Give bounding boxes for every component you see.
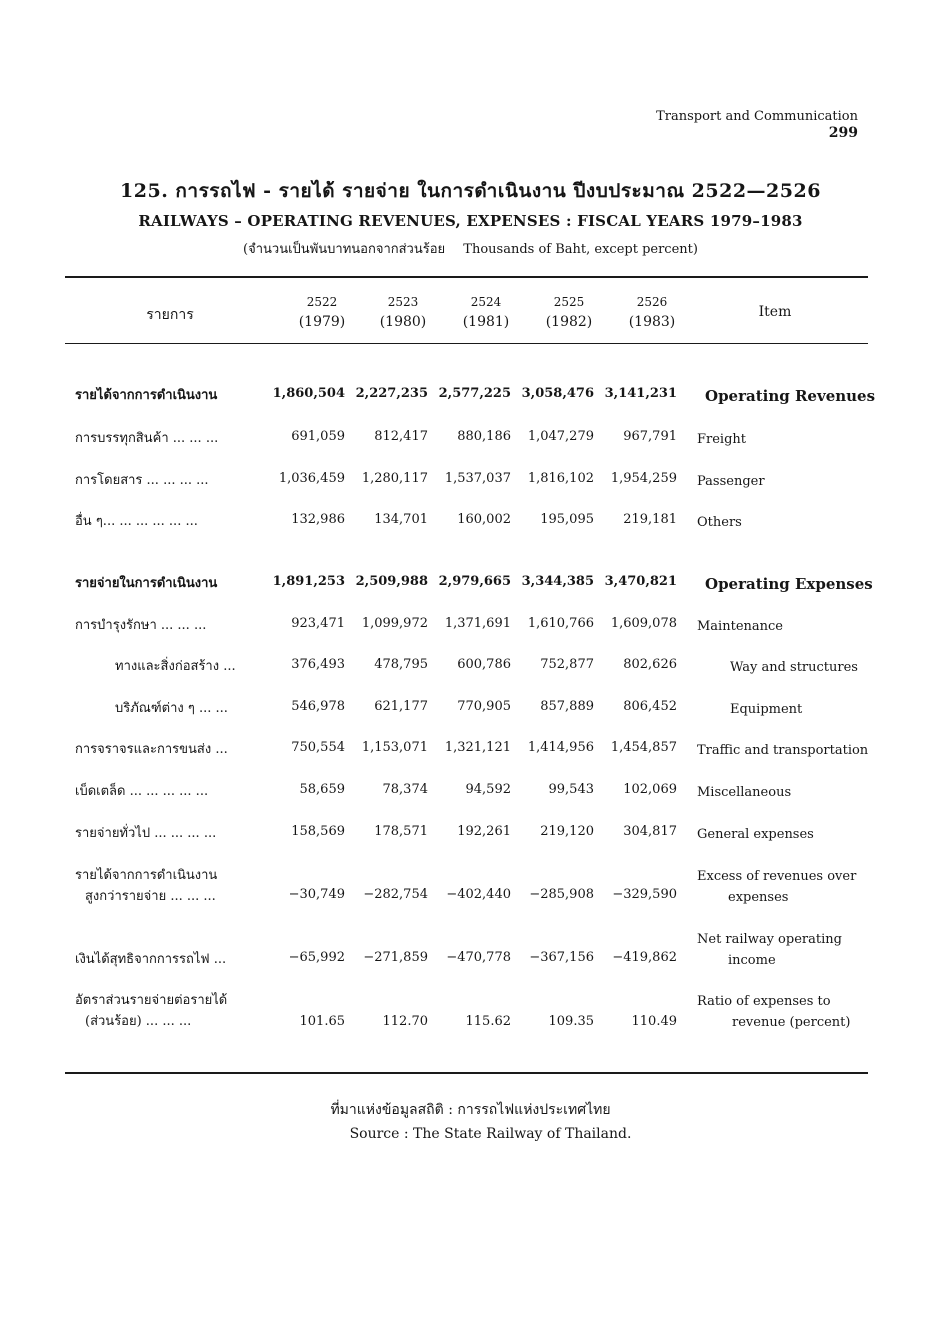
- running-head: [656, 108, 858, 142]
- cell-1982: 99,543: [548, 782, 594, 797]
- cell-1983: 1,609,078: [610, 616, 677, 631]
- cell-1979: −65,992: [288, 950, 345, 965]
- cell-1983: 1,454,857: [610, 740, 677, 755]
- cell-1981: 2,577,225: [438, 386, 511, 401]
- cell-1982: 752,877: [540, 657, 594, 672]
- cell-1981: 1,537,037: [444, 471, 511, 486]
- cell-1979: 58,659: [299, 782, 345, 797]
- cell-1982: 219,120: [540, 824, 594, 839]
- cell-1983: 802,626: [623, 657, 677, 672]
- cell-1982: −367,156: [529, 950, 594, 965]
- cell-1979: 923,471: [291, 616, 345, 631]
- column-header-year-4: [529, 292, 609, 332]
- cell-1982: 3,344,385: [521, 574, 594, 589]
- cell-1981: 880,186: [457, 429, 511, 444]
- year-ad: (1982): [545, 314, 593, 330]
- cell-1983: 219,181: [623, 512, 677, 527]
- row-label-thai: บริภัณฑ์ต่าง ๆ ... ...: [115, 701, 228, 716]
- row-label-thai: ทางและสิ่งก่อสร้าง ...: [115, 659, 236, 674]
- row-label-thai: การจราจรและการขนส่ง ...: [75, 742, 228, 757]
- cell-1983: 967,791: [623, 429, 677, 444]
- cell-1982: 1,414,956: [527, 740, 594, 755]
- cell-1980: 134,701: [374, 512, 428, 527]
- cell-1980: 112.70: [382, 1014, 428, 1029]
- column-header-item-english: Item: [758, 304, 792, 320]
- row-label-thai: รายได้จากการดำเนินงาน: [75, 388, 218, 403]
- row-label-thai: การโดยสาร ... ... ... ...: [75, 473, 209, 488]
- cell-1980: −282,754: [363, 887, 428, 902]
- year-be: 2522: [306, 295, 338, 309]
- row-label-thai: รายจ่ายทั่วไป ... ... ... ...: [75, 826, 217, 841]
- table-title-thai: 125. การรถไฟ - รายได้ รายจ่าย ในการดำเนินงาน ปีงบประมาณ 2522—2526: [120, 180, 821, 202]
- row-label-english: Maintenance: [697, 619, 783, 634]
- units-note: [0, 238, 941, 259]
- cell-1983: 3,141,231: [604, 386, 677, 401]
- cell-1980: 621,177: [374, 699, 428, 714]
- source-note: [0, 1098, 941, 1146]
- row-label-thai-line-1: อัตราส่วนรายจ่ายต่อรายได้: [75, 993, 228, 1008]
- source-note-english: Source : The State Railway of Thailand.: [349, 1126, 632, 1142]
- row-label-thai: อื่น ๆ... ... ... ... ... ...: [75, 514, 198, 529]
- cell-1983: −329,590: [612, 887, 677, 902]
- row-label-thai-line-2: (ส่วนร้อย) ... ... ...: [85, 1014, 192, 1029]
- cell-1983: 3,470,821: [604, 574, 677, 589]
- row-label-english: Traffic and transportation: [697, 743, 869, 758]
- cell-1982: 1,816,102: [527, 471, 594, 486]
- year-be: 2526: [636, 295, 668, 309]
- row-label-thai: เงินได้สุทธิจากการรถไฟ ...: [75, 952, 227, 967]
- row-label-english: Others: [697, 515, 742, 530]
- cell-1983: −419,862: [612, 950, 677, 965]
- cell-1981: 192,261: [457, 824, 511, 839]
- column-header-year-5: [612, 292, 692, 332]
- cell-1979: 691,059: [291, 429, 345, 444]
- cell-1979: 750,554: [291, 740, 345, 755]
- cell-1982: 857,889: [540, 699, 594, 714]
- cell-1981: 94,592: [465, 782, 511, 797]
- cell-1981: −470,778: [446, 950, 511, 965]
- row-label-english-line-2: revenue (percent): [732, 1015, 851, 1030]
- cell-1981: 115.62: [465, 1014, 511, 1029]
- row-label-english-line-1: Net railway operating: [697, 932, 842, 947]
- cell-1981: 2,979,665: [438, 574, 511, 589]
- cell-1980: 1,280,117: [361, 471, 428, 486]
- table-top-rule: [65, 276, 868, 278]
- units-note-english: Thousands of Baht, except percent): [463, 242, 698, 257]
- cell-1981: −402,440: [446, 887, 511, 902]
- page-number: 299: [828, 125, 858, 141]
- cell-1979: 158,569: [291, 824, 345, 839]
- cell-1980: 478,795: [374, 657, 428, 672]
- year-ad: (1980): [379, 314, 427, 330]
- row-label-english: Operating Expenses: [705, 575, 873, 593]
- table-title-block: [0, 176, 941, 259]
- cell-1980: 1,099,972: [361, 616, 428, 631]
- cell-1981: 1,371,691: [444, 616, 511, 631]
- header-bottom-rule: [65, 343, 868, 344]
- cell-1979: 1,891,253: [272, 574, 345, 589]
- row-label-thai-line-1: รายได้จากการดำเนินงาน: [75, 868, 218, 883]
- cell-1980: 1,153,071: [361, 740, 428, 755]
- cell-1982: 195,095: [540, 512, 594, 527]
- cell-1980: −271,859: [363, 950, 428, 965]
- cell-1983: 102,069: [623, 782, 677, 797]
- row-label-english: General expenses: [697, 827, 814, 842]
- cell-1983: 1,954,259: [610, 471, 677, 486]
- row-label-thai: รายจ่ายในการดำเนินงาน: [75, 576, 218, 591]
- row-label-english: Way and structures: [730, 660, 858, 675]
- source-note-thai: ที่มาแห่งข้อมูลสถิติ : การรถไฟแห่งประเทศไทย: [330, 1102, 611, 1118]
- row-label-thai: การบรรทุกสินค้า ... ... ...: [75, 431, 219, 446]
- row-label-thai-line-2: สูงกว่ารายจ่าย ... ... ...: [85, 889, 216, 904]
- cell-1983: 806,452: [623, 699, 677, 714]
- row-label-english-line-2: income: [728, 953, 776, 968]
- row-label-english-line-1: Ratio of expenses to: [697, 994, 831, 1009]
- cell-1981: 600,786: [457, 657, 511, 672]
- year-be: 2525: [553, 295, 585, 309]
- year-be: 2523: [387, 295, 419, 309]
- row-label-english: Operating Revenues: [705, 387, 876, 405]
- cell-1979: 376,493: [291, 657, 345, 672]
- row-label-english-line-1: Excess of revenues over: [697, 869, 857, 884]
- row-label-english: Equipment: [730, 702, 803, 717]
- row-label-english: Freight: [697, 432, 747, 447]
- cell-1979: −30,749: [288, 887, 345, 902]
- row-label-english: Miscellaneous: [697, 785, 792, 800]
- cell-1983: 110.49: [631, 1014, 677, 1029]
- cell-1982: 1,047,279: [527, 429, 594, 444]
- year-be: 2524: [470, 295, 502, 309]
- row-label-english: Passenger: [697, 474, 765, 489]
- cell-1982: 3,058,476: [521, 386, 594, 401]
- units-note-thai: (จำนวนเป็นพันบาทนอกจากส่วนร้อย: [243, 242, 446, 257]
- cell-1981: 770,905: [457, 699, 511, 714]
- cell-1979: 132,986: [291, 512, 345, 527]
- cell-1980: 178,571: [374, 824, 428, 839]
- cell-1979: 1,036,459: [278, 471, 345, 486]
- cell-1979: 101.65: [299, 1014, 345, 1029]
- year-ad: (1983): [628, 314, 676, 330]
- table-title-english: RAILWAYS – OPERATING REVENUES, EXPENSES : FISCAL YEARS 1979–1983: [138, 212, 803, 230]
- table-bottom-rule: [65, 1072, 868, 1074]
- year-ad: (1979): [298, 314, 346, 330]
- cell-1982: −285,908: [529, 887, 594, 902]
- cell-1980: 78,374: [382, 782, 428, 797]
- row-label-thai: เบ็ดเตล็ด ... ... ... ... ...: [75, 784, 209, 799]
- cell-1979: 546,978: [291, 699, 345, 714]
- cell-1980: 2,509,988: [355, 574, 428, 589]
- column-header-year-2: [363, 292, 443, 332]
- cell-1983: 304,817: [623, 824, 677, 839]
- column-header-year-3: [446, 292, 526, 332]
- section-name: Transport and Communication: [656, 109, 858, 124]
- cell-1981: 1,321,121: [444, 740, 511, 755]
- cell-1980: 2,227,235: [355, 386, 428, 401]
- cell-1982: 109.35: [548, 1014, 594, 1029]
- column-header-item-thai: รายการ: [146, 307, 194, 323]
- row-label-english-line-2: expenses: [728, 890, 789, 905]
- cell-1979: 1,860,504: [272, 386, 345, 401]
- row-label-thai: การบำรุงรักษา ... ... ...: [75, 618, 207, 633]
- cell-1981: 160,002: [457, 512, 511, 527]
- year-ad: (1981): [462, 314, 510, 330]
- cell-1980: 812,417: [374, 429, 428, 444]
- column-header-year-1: [282, 292, 362, 332]
- cell-1982: 1,610,766: [527, 616, 594, 631]
